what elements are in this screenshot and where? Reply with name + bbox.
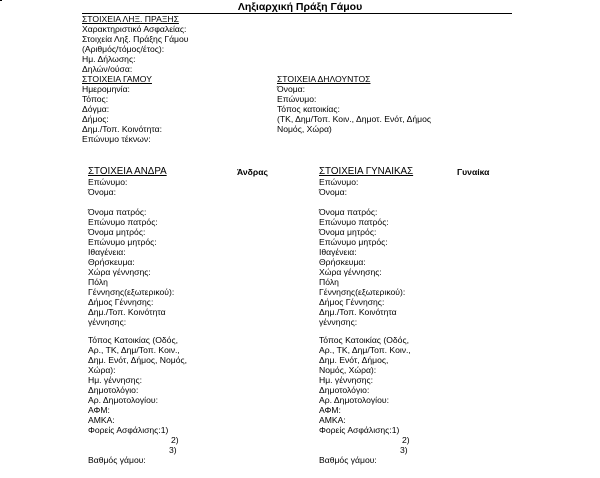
man-tag: Άνδρας <box>237 167 268 177</box>
declarant-residence-detail: (ΤΚ, Δημ/Τοπ. Κοιν., Δημοτ. Ενότ, Δήμος <box>277 114 432 124</box>
woman-insurance-field: Φορείς Ασφάλισης:1) <box>319 425 400 435</box>
man-insurance-field: Φορείς Ασφάλισης:1) <box>88 425 169 435</box>
act-details-field: Στοιχεία Ληξ. Πράξης Γάμου <box>82 34 189 44</box>
man-birth-abroad-field: Γέννησης(εξωτερικού): <box>88 287 175 297</box>
man-afm-field: ΑΦΜ: <box>88 405 110 415</box>
declarant-residence-country: Νομός, Χώρα) <box>277 124 332 134</box>
woman-birth-municipality-field: Δήμος Γέννησης: <box>319 297 385 307</box>
woman-name-field: Όνομα: <box>319 187 348 197</box>
woman-father-surname-field: Επώνυμο πατρός: <box>319 217 389 227</box>
man-father-name-field: Όνομα πατρός: <box>88 207 147 217</box>
man-nationality-field: Ιθαγένεια: <box>88 247 126 257</box>
declarant-field: Δηλών/ούσα: <box>82 64 133 74</box>
man-birth-country-field: Χώρα γέννησης: <box>88 267 151 277</box>
man-marriage-degree-field: Βαθμός γάμου: <box>88 455 146 465</box>
woman-residence-line-2: Αρ., ΤΚ, Δημ/Τοπ. Κοιν., <box>319 345 411 355</box>
man-surname-field: Επώνυμο: <box>88 177 128 187</box>
woman-father-name-field: Όνομα πατρός: <box>319 207 378 217</box>
man-residence-line-2: Αρ., ΤΚ, Δημ/Τοπ. Κοιν., <box>88 345 180 355</box>
woman-community-field: Δημ./Τοπ. Κοινότητα <box>319 307 397 317</box>
marriage-heading: ΣΤΟΙΧΕΙΑ ΓΑΜΟΥ <box>82 74 152 84</box>
man-amka-field: ΑΜΚΑ: <box>88 415 115 425</box>
registry-heading: ΣΤΟΙΧΕΙΑ ΛΗΞ. ΠΡΑΞΗΣ <box>82 14 179 24</box>
document-title: Ληξιαρχική Πράξη Γάμου <box>237 1 363 13</box>
registry-section <box>82 14 189 74</box>
woman-insurance-2: 2) <box>402 435 410 445</box>
man-insurance-3: 3) <box>169 445 177 455</box>
man-community-field: Δημ./Τοπ. Κοινότητα <box>88 307 166 317</box>
woman-surname-field: Επώνυμο: <box>319 177 359 187</box>
man-birth-date-field: Ημ. γέννησης: <box>88 375 143 385</box>
man-insurance-2: 2) <box>171 435 179 445</box>
woman-mother-surname-field: Επώνυμο μητρός: <box>319 237 388 247</box>
woman-amka-field: ΑΜΚΑ: <box>319 415 346 425</box>
marriage-section <box>82 74 162 144</box>
marriage-community-field: Δημ./Τοπ. Κοινότητα: <box>82 124 162 134</box>
declarant-heading: ΣΤΟΙΧΕΙΑ ΔΗΛΟΥΝΤΟΣ <box>277 74 371 84</box>
marriage-date-field: Ημερομηνία: <box>82 84 130 94</box>
woman-marriage-degree-field: Βαθμός γάμου: <box>319 455 377 465</box>
woman-residence-line-3: Δημ. Ενότ, Δήμος, <box>319 355 389 365</box>
man-section <box>88 166 187 465</box>
woman-birth-suffix: γέννησης: <box>319 317 358 327</box>
man-name-field: Όνομα: <box>88 187 117 197</box>
woman-religion-field: Θρήσκευμα: <box>319 257 366 267</box>
man-residence-line-4: Χώρα): <box>88 365 116 375</box>
man-mother-name-field: Όνομα μητρός: <box>88 227 146 237</box>
woman-tag: Γυναίκα <box>457 167 490 177</box>
woman-afm-field: ΑΦΜ: <box>319 405 341 415</box>
marriage-dogma-field: Δόγμα: <box>82 104 110 114</box>
security-code-field: Χαρακτηριστικό Ασφαλείας: <box>82 24 187 34</box>
children-surname-field: Επώνυμο τέκνων: <box>82 134 151 144</box>
marriage-place-field: Τόπος: <box>82 94 109 104</box>
woman-nationality-field: Ιθαγένεια: <box>319 247 357 257</box>
woman-insurance-3: 3) <box>400 445 408 455</box>
woman-registry-field: Δημοτολόγιο: <box>319 385 370 395</box>
marriage-municipality-field: Δήμος: <box>82 114 109 124</box>
man-religion-field: Θρήσκευμα: <box>88 257 135 267</box>
man-registry-number-field: Αρ. Δημοτολογίου: <box>88 395 158 405</box>
declarant-section <box>277 74 431 134</box>
woman-birth-abroad-field: Γέννησης(εξωτερικού): <box>319 287 406 297</box>
woman-registry-number-field: Αρ. Δημοτολογίου: <box>319 395 389 405</box>
declarant-surname-field: Επώνυμο: <box>277 94 317 104</box>
declaration-date-field: Ημ. Δήλωσης: <box>82 54 136 64</box>
man-city-field: Πόλη <box>88 277 108 287</box>
man-residence-field: Τόπος Κατοικίας (Οδός, <box>88 335 178 345</box>
man-mother-surname-field: Επώνυμο μητρός: <box>88 237 157 247</box>
woman-residence-field: Τόπος Κατοικίας (Οδός, <box>319 335 409 345</box>
act-number-field: (Αριθμός/τόμος/έτος): <box>82 44 165 54</box>
woman-residence-line-4: Νομός, Χώρα): <box>319 365 377 375</box>
man-father-surname-field: Επώνυμο πατρός: <box>88 217 158 227</box>
man-registry-field: Δημοτολόγιο: <box>88 385 139 395</box>
declarant-name-field: Όνομα: <box>277 84 306 94</box>
woman-city-field: Πόλη <box>319 277 339 287</box>
woman-heading: ΣΤΟΙΧΕΙΑ ΓΥΝΑΙΚΑΣ <box>319 166 414 177</box>
man-residence-line-3: Δημ. Ενότ, Δήμος, Νομός, <box>88 355 188 365</box>
woman-mother-name-field: Όνομα μητρός: <box>319 227 377 237</box>
man-birth-municipality-field: Δήμος Γέννησης: <box>88 297 154 307</box>
man-birth-suffix: γέννησης: <box>88 317 127 327</box>
man-heading: ΣΤΟΙΧΕΙΑ ΑΝΔΡΑ <box>88 166 167 177</box>
woman-section <box>319 166 413 465</box>
woman-birth-country-field: Χώρα γέννησης: <box>319 267 382 277</box>
declarant-residence-field: Τόπος κατοικίας: <box>277 104 340 114</box>
woman-birth-date-field: Ημ. γέννησης: <box>319 375 374 385</box>
